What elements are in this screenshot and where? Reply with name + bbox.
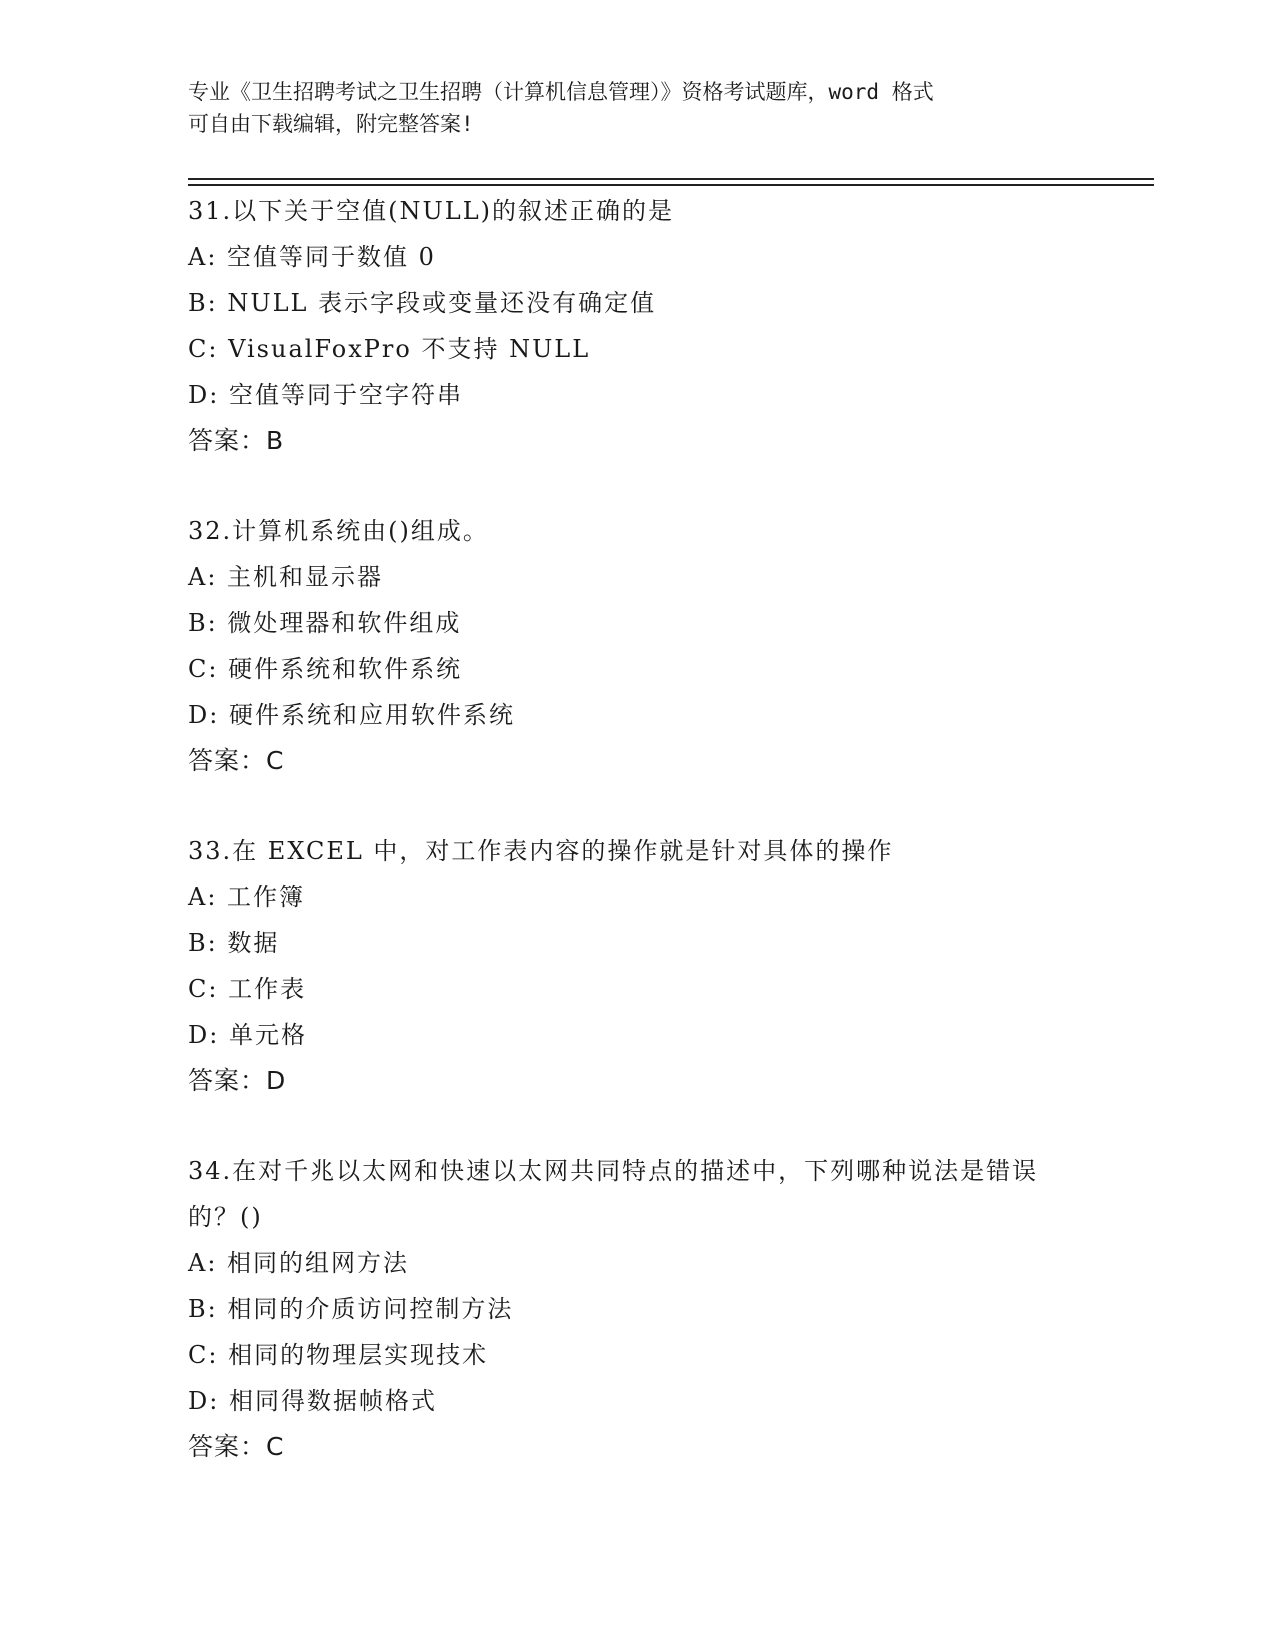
option-d: D: 相同得数据帧格式 xyxy=(188,1387,437,1415)
question-34 xyxy=(188,1148,1138,1470)
option-a: A: 主机和显示器 xyxy=(188,563,384,591)
answer-line: 答案：B xyxy=(188,426,285,455)
option-c: C: 工作表 xyxy=(188,975,307,1003)
option-c: C: VisualFoxPro 不支持 NULL xyxy=(188,335,591,363)
option-d: D: 单元格 xyxy=(188,1021,307,1049)
question-stem: 32.计算机系统由()组成。 xyxy=(188,517,489,545)
question-33 xyxy=(188,828,1138,1104)
option-a: A: 空值等同于数值 0 xyxy=(188,243,436,271)
question-31 xyxy=(188,188,1138,464)
answer-line: 答案：D xyxy=(188,1066,287,1095)
question-stem: 31.以下关于空值(NULL)的叙述正确的是 xyxy=(188,197,674,225)
option-d: D: 空值等同于空字符串 xyxy=(188,381,463,409)
option-a: A: 工作簿 xyxy=(188,883,306,911)
document-header xyxy=(188,76,1088,140)
option-b: B: 相同的介质访问控制方法 xyxy=(188,1295,514,1323)
question-32 xyxy=(188,508,1138,784)
option-b: B: 数据 xyxy=(188,929,280,957)
answer-line: 答案：C xyxy=(188,1432,285,1461)
header-divider-top xyxy=(188,178,1154,180)
header-line-1: 专业《卫生招聘考试之卫生招聘（计算机信息管理）》资格考试题库，word 格式 xyxy=(188,80,934,104)
question-stem: 33.在 EXCEL 中，对工作表内容的操作就是针对具体的操作 xyxy=(188,837,894,865)
option-c: C: 相同的物理层实现技术 xyxy=(188,1341,489,1369)
option-c: C: 硬件系统和软件系统 xyxy=(188,655,463,683)
option-a: A: 相同的组网方法 xyxy=(188,1249,410,1277)
option-b: B: NULL 表示字段或变量还没有确定值 xyxy=(188,289,657,317)
header-divider-bottom xyxy=(188,184,1154,186)
option-b: B: 微处理器和软件组成 xyxy=(188,609,462,637)
question-list xyxy=(188,188,1138,1470)
question-stem: 34.在对千兆以太网和快速以太网共同特点的描述中，下列哪种说法是错误的？() xyxy=(188,1157,1039,1231)
answer-line: 答案：C xyxy=(188,746,285,775)
option-d: D: 硬件系统和应用软件系统 xyxy=(188,701,515,729)
header-line-2: 可自由下载编辑，附完整答案! xyxy=(188,112,474,136)
